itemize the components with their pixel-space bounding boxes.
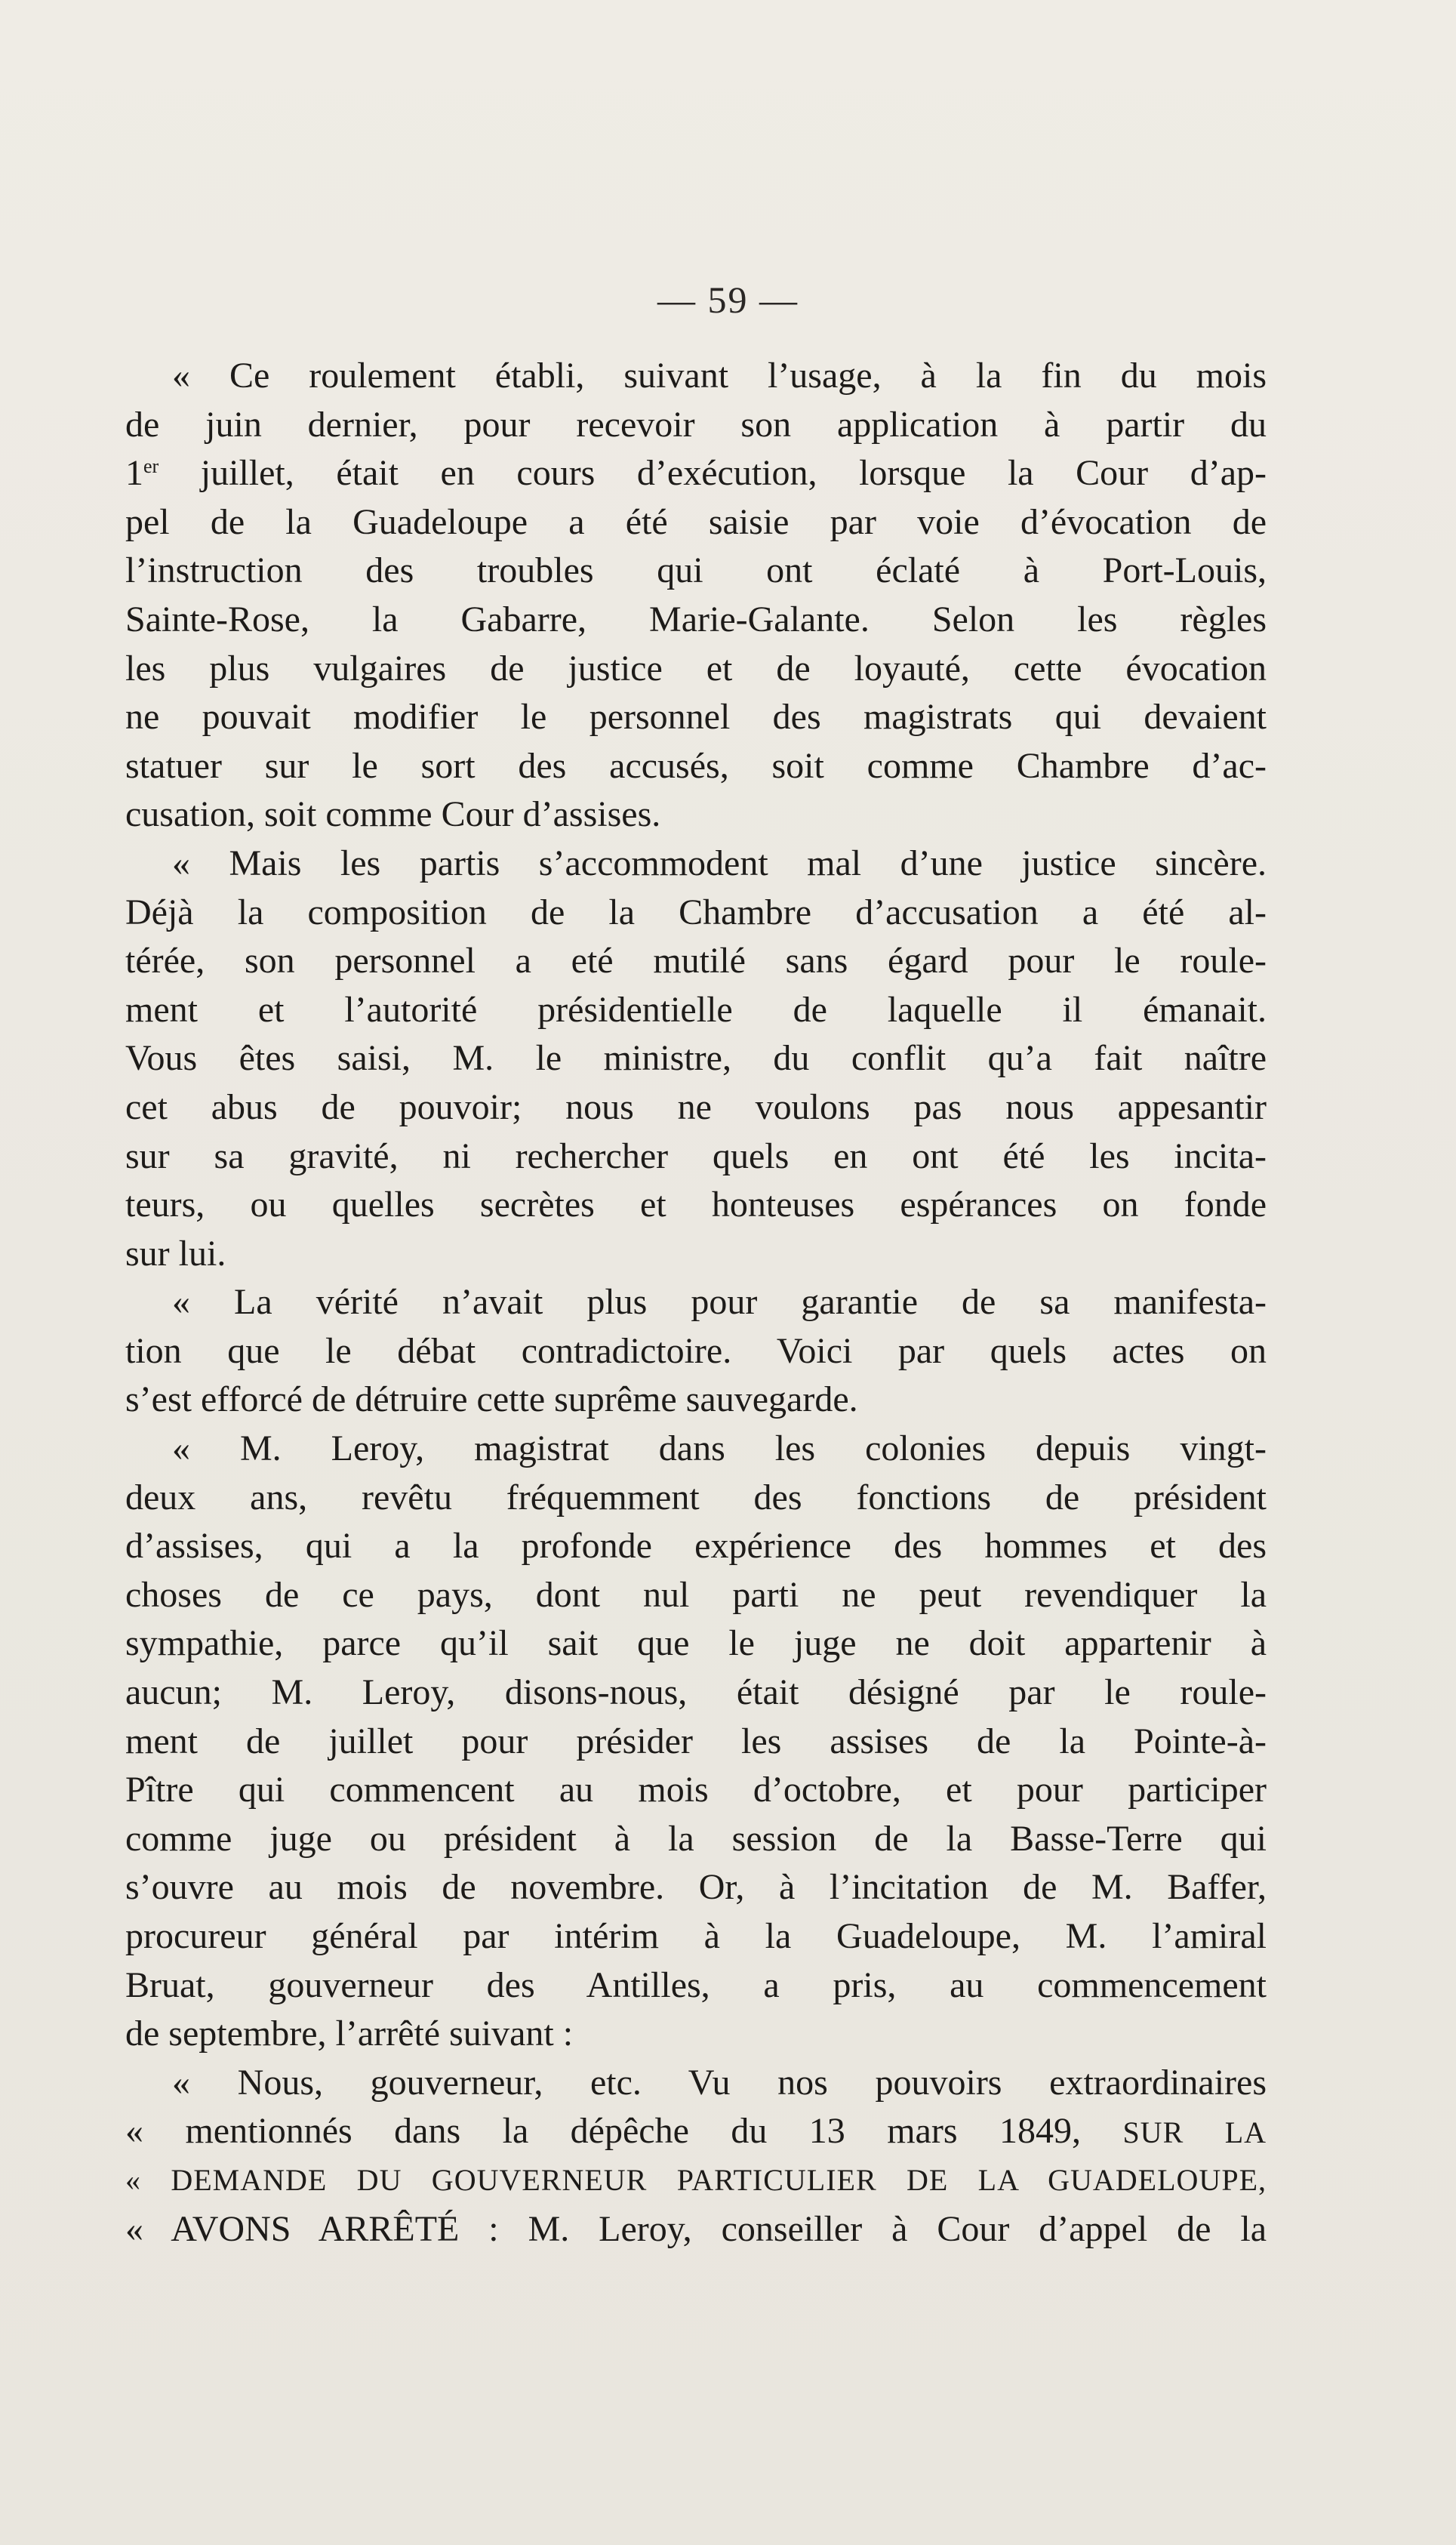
text-line: s’ouvre au mois de novembre. Or, à l’incitation de M. Baffer, [125, 1867, 1267, 1908]
text-line: térée, son personnel a eté mutilé sans égard pour le roule- [125, 941, 1267, 981]
body-text [125, 352, 1267, 2254]
text-line: sur sa gravité, ni rechercher quels en ont été les incita- [125, 1135, 1267, 1176]
text-line: statuer sur le sort des accusés, soit comme Chambre d’ac- [125, 745, 1267, 786]
text-line: « La vérité n’avait plus pour garantie de sa manifesta- [172, 1282, 1267, 1323]
text-line-start: « mentionnés dans la dépêche du 13 mars 1849, [125, 2111, 1081, 2152]
text-line: Pître qui commencent au mois d’octobre, et pour participer [125, 1770, 1267, 1810]
text-line: Bruat, gouverneur des Antilles, a pris, au commencement [125, 1964, 1267, 2005]
text-line: Sainte-Rose, la Gabarre, Marie-Galante. Selon les règles [125, 599, 1267, 639]
text-line: cet abus de pouvoir; nous ne voulons pas nous appesantir [125, 1086, 1267, 1127]
text-line: de septembre, l’arrêté suivant : [125, 2014, 574, 2054]
text-line: aucun; M. Leroy, disons-nous, était désigné par le roule- [125, 1672, 1267, 1713]
text-line: teurs, ou quelles secrètes et honteuses espérances on fonde [125, 1185, 1267, 1225]
text-line: « Mais les partis s’accommodent mal d’une justice sincère. [172, 843, 1267, 883]
page-number: — 59 — [657, 279, 799, 321]
text-line: les plus vulgaires de justice et de loyauté, cette évocation [125, 648, 1267, 689]
text-line: procureur général par intérim à la Guadeloupe, M. l’amiral [125, 1916, 1267, 1956]
text-line-remainder: juillet, était en cours d’exécution, lorsque la Cour d’ap- [200, 453, 1267, 494]
text-line: l’instruction des troubles qui ont éclaté à Port-Louis, [125, 550, 1267, 591]
text-line: pel de la Guadeloupe a été saisie par voie d’évocation de [125, 501, 1267, 542]
text-line: « Ce roulement établi, suivant l’usage, à la fin du mois [172, 356, 1267, 396]
ordinal-number: 1 [125, 453, 143, 494]
text-line: ne pouvait modifier le personnel des magistrats qui devaient [125, 697, 1267, 738]
text-line: deux ans, revêtu fréquemment des fonctions de président [125, 1477, 1267, 1517]
text-line: cusation, soit comme Cour d’assises. [125, 794, 661, 835]
text-line: ment de juillet pour présider les assises de la Pointe-à- [125, 1721, 1267, 1761]
text-line: « Nous, gouverneur, etc. Vu nos pouvoirs extraordinaires [172, 2062, 1267, 2103]
text-line: d’assises, qui a la profonde expérience des hommes et des [125, 1526, 1267, 1567]
text-line: « M. Leroy, magistrat dans les colonies depuis vingt- [172, 1428, 1267, 1469]
text-line: de juin dernier, pour recevoir son application à partir du [125, 404, 1267, 445]
ordinal-suffix: er [143, 455, 159, 478]
text-line: sympathie, parce qu’il sait que le juge ne doit appartenir à [125, 1623, 1267, 1664]
text-line-small-caps: « DEMANDE DU GOUVERNEUR PARTICULIER DE LA GUADELOUPE, [125, 2162, 1267, 2197]
text-line: ment et l’autorité présidentielle de laquelle il émanait. [125, 989, 1267, 1030]
text-line: s’est efforcé de détruire cette suprême sauvegarde. [125, 1379, 858, 1420]
text-line [125, 2107, 1267, 2156]
text-line: Vous êtes saisi, M. le ministre, du conflit qu’a fait naître [125, 1038, 1267, 1079]
text-line: « AVONS ARRÊTÉ : M. Leroy, conseiller à Cour d’appel de la [125, 2208, 1267, 2249]
text-line: choses de ce pays, dont nul parti ne peut revendiquer la [125, 1574, 1267, 1615]
text-line [125, 449, 1267, 498]
small-caps-text: SUR LA [1122, 2115, 1267, 2150]
text-line: sur lui. [125, 1233, 226, 1274]
text-line: tion que le débat contradictoire. Voici par quels actes on [125, 1330, 1267, 1371]
text-line: Déjà la composition de la Chambre d’accusation a été al- [125, 892, 1267, 932]
text-line: comme juge ou président à la session de la Basse-Terre qui [125, 1818, 1267, 1859]
